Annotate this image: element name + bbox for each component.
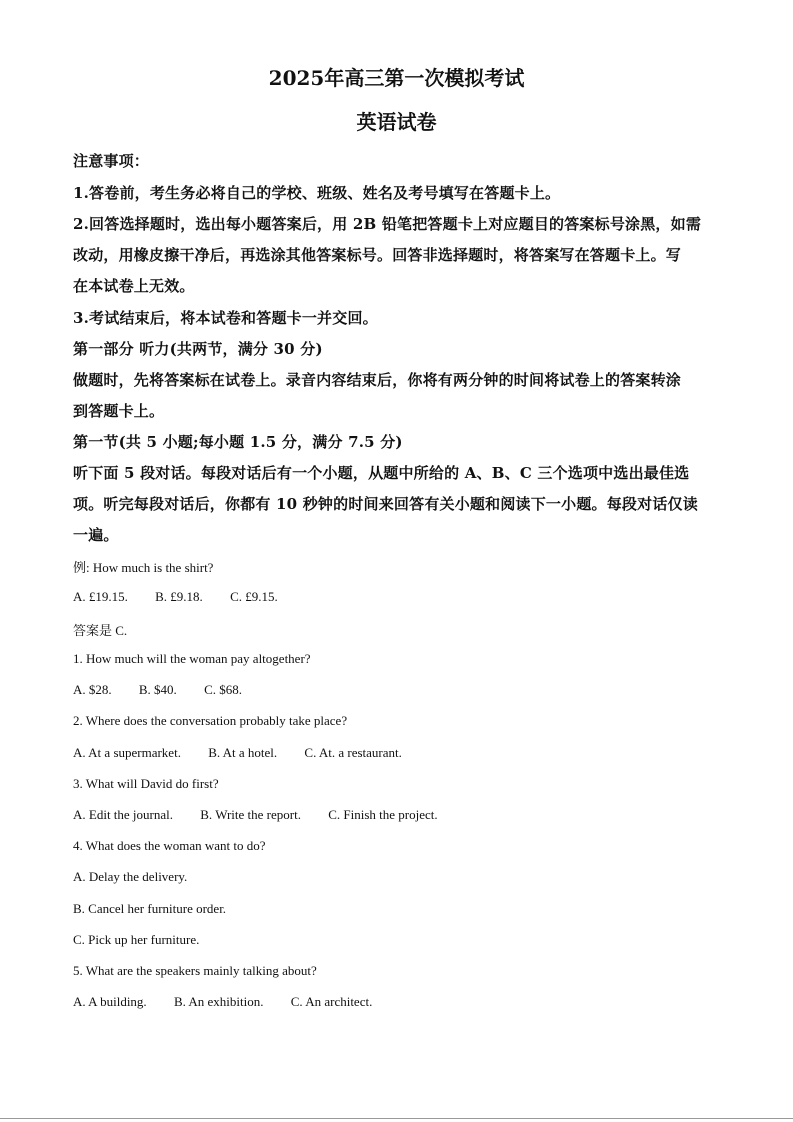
- notes-item-2-line-3: 在本试卷上无效。: [73, 277, 195, 295]
- option: B. An exhibition.: [173, 994, 264, 1009]
- notes-item-2-line-1: 2.回答选择题时，选出每小题答案后，用 2B 铅笔把答题卡上对应题目的答案标号涂黑，如需: [73, 215, 702, 233]
- option: A. $28.: [73, 682, 112, 697]
- question-1: 1. How much will the woman pay altogether?: [73, 651, 311, 666]
- exam-title: 2025年高三第一次模拟考试: [268, 66, 525, 90]
- option: B. $40.: [138, 682, 177, 697]
- question-4-option-a: A. Delay the delivery.: [73, 869, 188, 884]
- question-3: 3. What will David do first?: [73, 776, 219, 791]
- section1-instruction-line-1: 听下面 5 段对话。每段对话后有一个小题，从题中所给的 A、B、C 三个选项中选出最佳选: [73, 464, 690, 482]
- question-4-option-b: B. Cancel her furniture order.: [73, 901, 227, 916]
- option: A. Edit the journal.: [73, 807, 174, 822]
- notes-heading: 注意事项：: [73, 152, 150, 170]
- part1-instruction-line-2: 到答题卡上。: [73, 402, 165, 420]
- section1-heading: 第一节(共 5 小题;每小题 1.5 分，满分 7.5 分): [73, 433, 403, 451]
- option: C. Finish the project.: [328, 807, 438, 822]
- section1-instruction-line-3: 一遍。: [73, 526, 119, 544]
- question-4-option-c: C. Pick up her furniture.: [73, 932, 200, 947]
- question-2: 2. Where does the conversation probably take place?: [73, 713, 348, 728]
- example-options: [73, 589, 723, 605]
- section1-instruction-line-2: 项。听完每段对话后，你都有 10 秒钟的时间来回答有关小题和阅读下一小题。每段对话仅读: [73, 495, 698, 513]
- notes-item-3: 3.考试结束后，将本试卷和答题卡一并交回。: [73, 309, 378, 327]
- notes-item-2-line-2: 改动，用橡皮擦干净后，再选涂其他答案标号。回答非选择题时，将答案写在答题卡上。写: [73, 246, 682, 264]
- option: B. At a hotel.: [208, 745, 278, 760]
- option: A. A building.: [73, 994, 147, 1009]
- exam-subtitle: 英语试卷: [356, 110, 437, 134]
- option: A. £19.15.: [73, 589, 128, 604]
- option: B. £9.18.: [155, 589, 203, 604]
- question-5-options: [73, 994, 723, 1010]
- option: C. £9.15.: [230, 589, 278, 604]
- option: A. At a supermarket.: [73, 745, 181, 760]
- option: C. An architect.: [290, 994, 373, 1009]
- option: B. Write the report.: [200, 807, 301, 822]
- option: C. $68.: [204, 682, 242, 697]
- part1-heading: 第一部分 听力(共两节，满分 30 分): [73, 340, 323, 358]
- example-question: 例: How much is the shirt?: [73, 560, 214, 575]
- part1-instruction-line-1: 做题时，先将答案标在试卷上。录音内容结束后，你将有两分钟的时间将试卷上的答案转涂: [73, 371, 682, 389]
- question-4: 4. What does the woman want to do?: [73, 838, 266, 853]
- example-answer: 答案是 C.: [73, 623, 128, 638]
- option: C. At. a restaurant.: [304, 745, 402, 760]
- question-2-options: [73, 745, 723, 761]
- page-bottom-divider: [0, 1118, 793, 1119]
- question-3-options: [73, 807, 723, 823]
- notes-item-1: 1.答卷前，考生务必将自己的学校、班级、姓名及考号填写在答题卡上。: [73, 184, 561, 202]
- question-1-options: [73, 682, 723, 698]
- question-5: 5. What are the speakers mainly talking about?: [73, 963, 317, 978]
